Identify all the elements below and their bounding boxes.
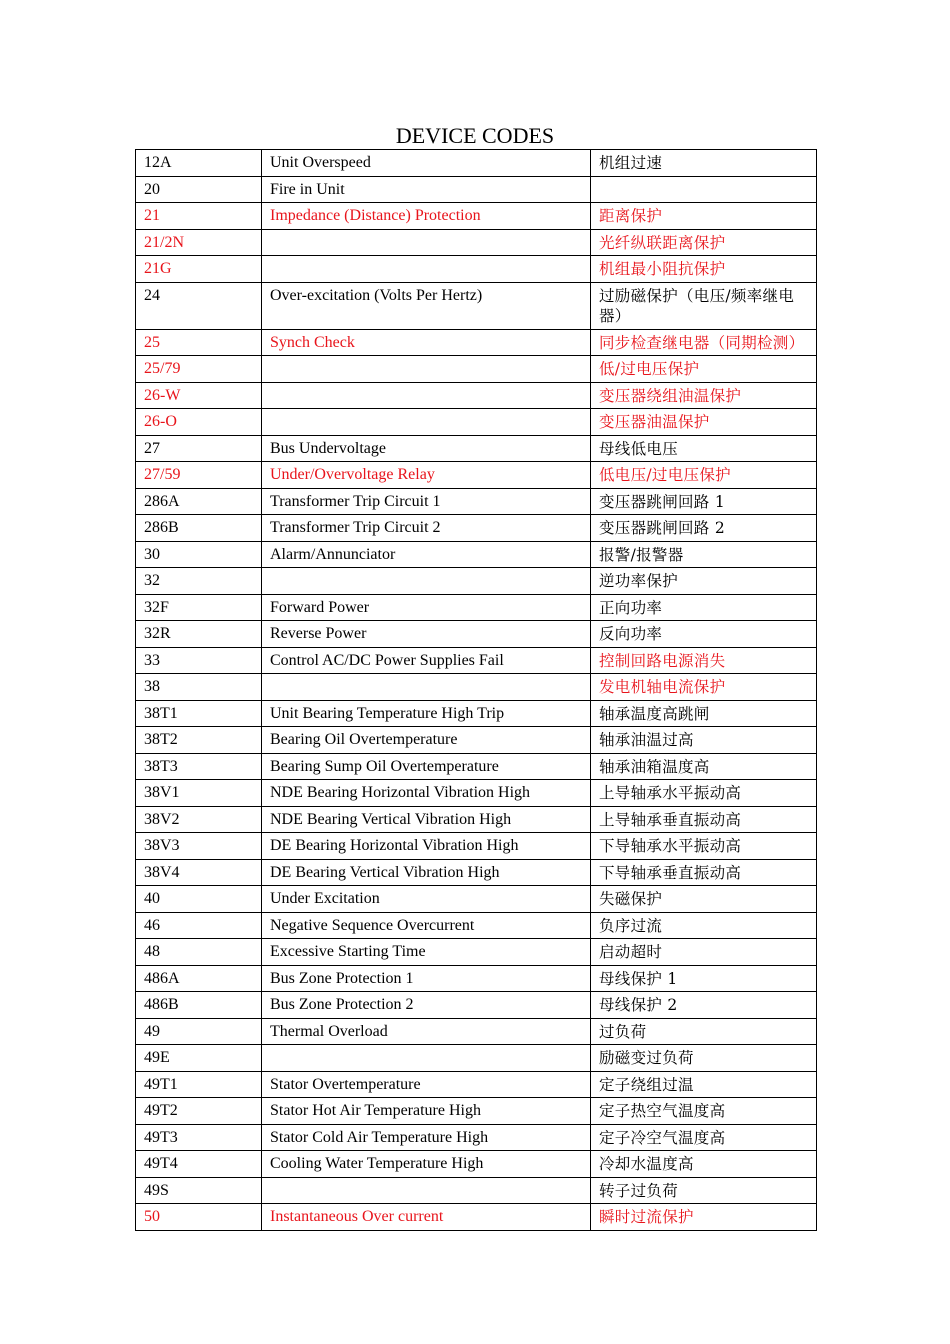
chinese-description-cell: 控制回路电源消失 <box>591 647 817 674</box>
table-row <box>136 780 817 807</box>
device-codes-table <box>135 149 817 1231</box>
table-row <box>136 1204 817 1231</box>
page-title: DEVICE CODES <box>395 123 555 148</box>
description-cell: Alarm/Annunciator <box>262 541 591 568</box>
table-row <box>136 541 817 568</box>
table-row <box>136 594 817 621</box>
table-row <box>136 462 817 489</box>
table-row <box>136 621 817 648</box>
description-cell: Transformer Trip Circuit 1 <box>262 488 591 515</box>
device-code-cell: 32R <box>136 621 262 648</box>
table-row <box>136 409 817 436</box>
chinese-description-cell: 发电机轴电流保护 <box>591 674 817 701</box>
chinese-description-cell: 转子过负荷 <box>591 1177 817 1204</box>
device-code-cell: 48 <box>136 939 262 966</box>
device-code-cell: 49T3 <box>136 1124 262 1151</box>
description-cell: DE Bearing Horizontal Vibration High <box>262 833 591 860</box>
table-row <box>136 203 817 230</box>
device-code-cell: 38V4 <box>136 859 262 886</box>
device-code-cell: 27 <box>136 435 262 462</box>
device-code-cell: 46 <box>136 912 262 939</box>
table-row <box>136 647 817 674</box>
chinese-description-cell: 启动超时 <box>591 939 817 966</box>
device-code-cell: 49T4 <box>136 1151 262 1178</box>
device-code-cell: 38V3 <box>136 833 262 860</box>
table-row <box>136 1124 817 1151</box>
device-code-cell: 32 <box>136 568 262 595</box>
table-row <box>136 1177 817 1204</box>
chinese-description-cell: 轴承油温过高 <box>591 727 817 754</box>
chinese-description-cell: 定子冷空气温度高 <box>591 1124 817 1151</box>
table-row <box>136 435 817 462</box>
chinese-description-cell: 同步检查继电器（同期检测） <box>591 329 817 356</box>
device-code-cell: 40 <box>136 886 262 913</box>
device-code-cell: 38T1 <box>136 700 262 727</box>
chinese-description-cell: 冷却水温度高 <box>591 1151 817 1178</box>
table-row <box>136 229 817 256</box>
chinese-description-cell: 逆功率保护 <box>591 568 817 595</box>
table-row <box>136 515 817 542</box>
table-row <box>136 753 817 780</box>
chinese-description-cell: 母线低电压 <box>591 435 817 462</box>
device-code-cell: 33 <box>136 647 262 674</box>
table-row <box>136 1098 817 1125</box>
device-code-cell: 49T2 <box>136 1098 262 1125</box>
description-cell <box>262 1177 591 1204</box>
device-code-cell: 49T1 <box>136 1071 262 1098</box>
chinese-description-cell: 变压器油温保护 <box>591 409 817 436</box>
device-code-cell: 12A <box>136 150 262 177</box>
description-cell: Excessive Starting Time <box>262 939 591 966</box>
description-cell: Forward Power <box>262 594 591 621</box>
table-row <box>136 488 817 515</box>
chinese-description-cell: 低电压/过电压保护 <box>591 462 817 489</box>
device-code-cell: 25/79 <box>136 356 262 383</box>
chinese-description-cell: 失磁保护 <box>591 886 817 913</box>
table-row <box>136 912 817 939</box>
device-code-cell: 20 <box>136 176 262 203</box>
description-cell: Over-excitation (Volts Per Hertz) <box>262 282 591 329</box>
chinese-description-cell: 下导轴承水平振动高 <box>591 833 817 860</box>
chinese-description-cell: 机组最小阻抗保护 <box>591 256 817 283</box>
chinese-description-cell: 上导轴承垂直振动高 <box>591 806 817 833</box>
table-row <box>136 382 817 409</box>
table-row <box>136 356 817 383</box>
chinese-description-cell: 过负荷 <box>591 1018 817 1045</box>
device-codes-body <box>136 150 817 1231</box>
description-cell: Synch Check <box>262 329 591 356</box>
description-cell: DE Bearing Vertical Vibration High <box>262 859 591 886</box>
table-row <box>136 1151 817 1178</box>
description-cell: Reverse Power <box>262 621 591 648</box>
description-cell: Control AC/DC Power Supplies Fail <box>262 647 591 674</box>
table-row <box>136 1018 817 1045</box>
description-cell: Stator Cold Air Temperature High <box>262 1124 591 1151</box>
table-row <box>136 1045 817 1072</box>
description-cell <box>262 1045 591 1072</box>
chinese-description-cell: 低/过电压保护 <box>591 356 817 383</box>
table-row <box>136 727 817 754</box>
table-row <box>136 150 817 177</box>
device-code-cell: 21 <box>136 203 262 230</box>
table-row <box>136 1071 817 1098</box>
description-cell: Under/Overvoltage Relay <box>262 462 591 489</box>
description-cell <box>262 229 591 256</box>
chinese-description-cell: 变压器跳闸回路 1 <box>591 488 817 515</box>
description-cell: Bearing Sump Oil Overtemperature <box>262 753 591 780</box>
device-code-cell: 21/2N <box>136 229 262 256</box>
table-row <box>136 176 817 203</box>
chinese-description-cell: 定子绕组过温 <box>591 1071 817 1098</box>
description-cell: Unit Overspeed <box>262 150 591 177</box>
table-row <box>136 833 817 860</box>
chinese-description-cell: 正向功率 <box>591 594 817 621</box>
chinese-description-cell: 轴承油箱温度高 <box>591 753 817 780</box>
table-row <box>136 700 817 727</box>
device-code-cell: 25 <box>136 329 262 356</box>
chinese-description-cell: 距离保护 <box>591 203 817 230</box>
chinese-description-cell: 母线保护 2 <box>591 992 817 1019</box>
description-cell: Impedance (Distance) Protection <box>262 203 591 230</box>
table-row <box>136 674 817 701</box>
description-cell: Bearing Oil Overtemperature <box>262 727 591 754</box>
table-row <box>136 859 817 886</box>
description-cell <box>262 356 591 383</box>
device-code-cell: 38 <box>136 674 262 701</box>
chinese-description-cell: 励磁变过负荷 <box>591 1045 817 1072</box>
chinese-description-cell: 光纤纵联距离保护 <box>591 229 817 256</box>
device-code-cell: 24 <box>136 282 262 329</box>
chinese-description-cell: 母线保护 1 <box>591 965 817 992</box>
device-code-cell: 30 <box>136 541 262 568</box>
chinese-description-cell: 报警/报警器 <box>591 541 817 568</box>
description-cell: NDE Bearing Vertical Vibration High <box>262 806 591 833</box>
description-cell: Bus Zone Protection 1 <box>262 965 591 992</box>
description-cell: Fire in Unit <box>262 176 591 203</box>
description-cell: Instantaneous Over current <box>262 1204 591 1231</box>
chinese-description-cell: 负序过流 <box>591 912 817 939</box>
chinese-description-cell: 上导轴承水平振动高 <box>591 780 817 807</box>
table-row <box>136 886 817 913</box>
description-cell: Bus Zone Protection 2 <box>262 992 591 1019</box>
chinese-description-cell: 轴承温度高跳闸 <box>591 700 817 727</box>
description-cell: Unit Bearing Temperature High Trip <box>262 700 591 727</box>
description-cell: Cooling Water Temperature High <box>262 1151 591 1178</box>
description-cell <box>262 409 591 436</box>
table-row <box>136 806 817 833</box>
chinese-description-cell: 过励磁保护（电压/频率继电器） <box>591 282 817 329</box>
table-row <box>136 256 817 283</box>
device-code-cell: 38V1 <box>136 780 262 807</box>
device-code-cell: 486B <box>136 992 262 1019</box>
description-cell: Transformer Trip Circuit 2 <box>262 515 591 542</box>
device-code-cell: 49 <box>136 1018 262 1045</box>
device-code-cell: 49S <box>136 1177 262 1204</box>
chinese-description-cell: 瞬时过流保护 <box>591 1204 817 1231</box>
table-row <box>136 568 817 595</box>
description-cell <box>262 382 591 409</box>
device-code-cell: 26-W <box>136 382 262 409</box>
table-row <box>136 965 817 992</box>
device-code-cell: 38T2 <box>136 727 262 754</box>
device-code-cell: 27/59 <box>136 462 262 489</box>
description-cell: Stator Overtemperature <box>262 1071 591 1098</box>
description-cell: Bus Undervoltage <box>262 435 591 462</box>
device-code-cell: 32F <box>136 594 262 621</box>
table-row <box>136 992 817 1019</box>
device-code-cell: 50 <box>136 1204 262 1231</box>
device-code-cell: 49E <box>136 1045 262 1072</box>
chinese-description-cell <box>591 176 817 203</box>
description-cell: Under Excitation <box>262 886 591 913</box>
device-code-cell: 286A <box>136 488 262 515</box>
description-cell: Stator Hot Air Temperature High <box>262 1098 591 1125</box>
description-cell <box>262 568 591 595</box>
chinese-description-cell: 变压器跳闸回路 2 <box>591 515 817 542</box>
description-cell: Thermal Overload <box>262 1018 591 1045</box>
table-row <box>136 939 817 966</box>
device-code-cell: 38V2 <box>136 806 262 833</box>
device-code-cell: 486A <box>136 965 262 992</box>
table-row <box>136 329 817 356</box>
chinese-description-cell: 下导轴承垂直振动高 <box>591 859 817 886</box>
device-code-cell: 26-O <box>136 409 262 436</box>
description-cell: Negative Sequence Overcurrent <box>262 912 591 939</box>
chinese-description-cell: 反向功率 <box>591 621 817 648</box>
chinese-description-cell: 变压器绕组油温保护 <box>591 382 817 409</box>
device-code-cell: 21G <box>136 256 262 283</box>
description-cell <box>262 256 591 283</box>
description-cell: NDE Bearing Horizontal Vibration High <box>262 780 591 807</box>
device-code-cell: 38T3 <box>136 753 262 780</box>
table-row <box>136 282 817 329</box>
description-cell <box>262 674 591 701</box>
chinese-description-cell: 定子热空气温度高 <box>591 1098 817 1125</box>
device-code-cell: 286B <box>136 515 262 542</box>
chinese-description-cell: 机组过速 <box>591 150 817 177</box>
